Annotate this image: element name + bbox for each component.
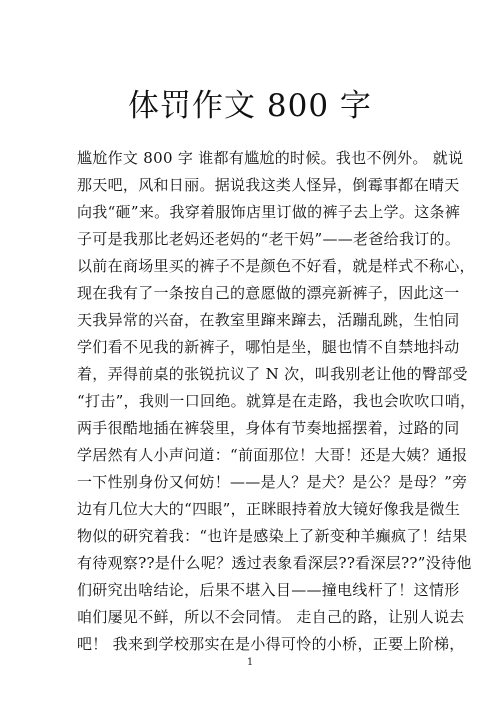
body-line: 天我异常的兴奋，在教室里蹿来蹿去，活蹦乱跳，生怕同 — [77, 311, 460, 329]
body-line: 学们看不见我的新裤子，哪怕是坐，腿也情不自禁地抖动 — [77, 338, 460, 356]
document-title: 体罚作文 800 字 — [128, 88, 372, 124]
page-number: 1 — [246, 657, 254, 668]
body-line: 向我“砸”来。我穿着服饰店里订做的裤子去上学。这条裤 — [77, 203, 461, 221]
body-line: 有待观察??是什么呢？透过表象看深层??看深层??”没待他 — [77, 554, 472, 572]
body-line: 子可是我那比老妈还老妈的“老干妈”——老爸给我订的。 — [77, 230, 461, 248]
body-line: “打击”，我则一口回绝。就算是在走路，我也会吹吹口哨， — [77, 392, 476, 410]
body-line: 现在我有了一条按自己的意愿做的漂亮新裤子，因此这一 — [77, 284, 460, 302]
document-body — [77, 145, 476, 658]
body-line: 咱们屡见不鲜，所以不会同情。 走自己的路，让别人说去 — [77, 608, 465, 626]
body-line: 两手很酷地插在裤袋里，身体有节奏地摇摆着，过路的同 — [77, 419, 460, 437]
body-line: 学居然有人小声问道：“前面那位！大哥！还是大姨？通报 — [77, 446, 468, 464]
body-line: 以前在商场里买的裤子不是颜色不好看，就是样式不称心， — [77, 257, 475, 275]
body-line: 一下性别身份又何妨！——是人？是犬？是公？是母？”旁 — [77, 473, 468, 491]
body-line: 那天吧，风和日丽。据说我这类人怪异，倒霉事都在晴天 — [77, 176, 460, 194]
body-line: 尴尬作文 800 字 谁都有尴尬的时候。我也不例外。 就说 — [77, 149, 464, 167]
body-line: 们研究出啥结论，后果不堪入目——撞电线杆了！这情形 — [77, 581, 460, 599]
body-line: 着，弄得前桌的张锐抗议了 N 次，叫我别老让他的臀部受 — [77, 365, 468, 383]
body-line: 吧！ 我来到学校那实在是小得可怜的小桥，正要上阶梯， — [77, 635, 465, 653]
body-line: 边有几位大大的“四眼”，正眯眼持着放大镜好像我是微生 — [77, 500, 461, 518]
body-line: 物似的研究着我：“也许是感染上了新变种羊癫疯了！结果 — [77, 527, 468, 545]
